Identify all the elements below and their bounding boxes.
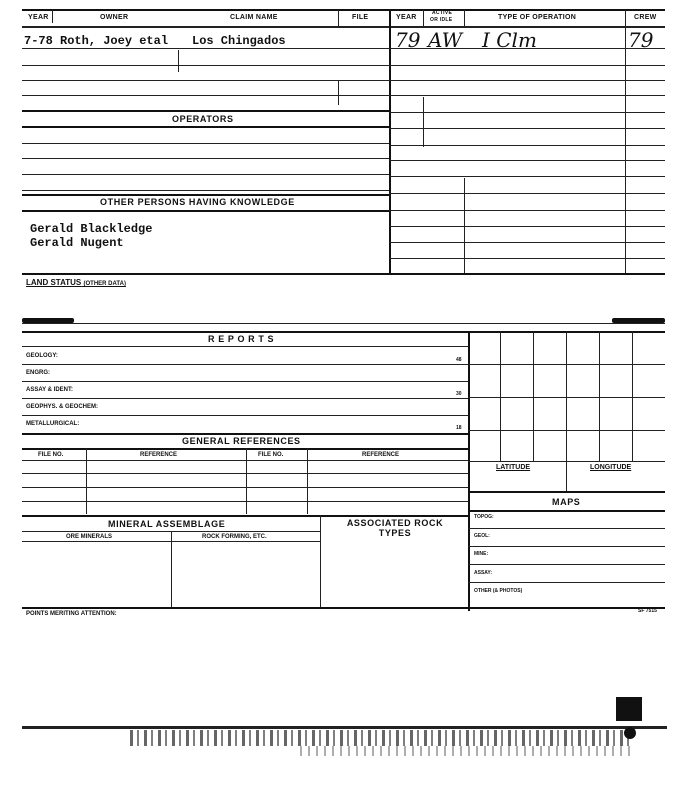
operator-line (22, 174, 389, 175)
map-topog: TOPOG: (474, 514, 494, 520)
report-num-assay: 30 (456, 391, 462, 397)
header-claim-name: CLAIM NAME (230, 14, 278, 21)
reports-top-line (22, 331, 665, 333)
map-line (468, 528, 665, 529)
reports-title: R E P O R T S (208, 334, 275, 344)
person-entry: Gerald Blackledge (30, 222, 153, 236)
operator-line (22, 190, 389, 191)
gen-ref-line (22, 487, 468, 488)
reports-header-line (22, 346, 468, 347)
header-owner: OWNER (100, 14, 129, 21)
associated-rock-types-title: ASSOCIATED ROCK TYPES (346, 518, 444, 538)
gen-ref-reference-1: REFERENCE (140, 452, 178, 458)
grid-line (533, 331, 534, 461)
map-line (468, 546, 665, 547)
entry-divider (423, 97, 424, 147)
scan-artifact-noise (300, 746, 630, 756)
mineral-assemblage-top-line (22, 515, 468, 517)
entry-line (389, 226, 665, 227)
header-file: FILE (352, 14, 369, 21)
entry-line (389, 160, 665, 161)
ore-minerals-label: ORE MINERALS (66, 534, 113, 540)
other-persons-title: OTHER PERSONS HAVING KNOWLEDGE (100, 197, 295, 207)
gen-ref-divider (307, 448, 308, 514)
report-line (22, 364, 468, 365)
entry-line (389, 95, 665, 96)
header-divider (464, 9, 465, 27)
grid-line (468, 430, 665, 431)
entry-line (22, 48, 389, 49)
grid-line (468, 461, 665, 462)
scan-artifact-strip (22, 726, 667, 729)
grid-line (468, 397, 665, 398)
report-label-geology: GEOLOGY: (26, 353, 58, 359)
grid-line (566, 331, 567, 491)
map-other: OTHER (& PHOTOS) (474, 588, 523, 594)
header-type-of-operation: TYPE OF OPERATION (498, 14, 577, 21)
report-label-engrg: ENGRG: (26, 370, 50, 376)
operators-title: OPERATORS (172, 114, 234, 124)
entry-line (389, 65, 665, 66)
maps-top-line (468, 491, 665, 493)
header-or-idle: OR IDLE (430, 17, 453, 23)
top-header-line (22, 9, 665, 11)
entry-line (389, 176, 665, 177)
report-label-geophys: GEOPHYS. & GEOCHEM: (26, 404, 99, 410)
entry-line (22, 80, 389, 81)
land-status-sub: (OTHER DATA) (83, 281, 126, 287)
entry-line (22, 65, 389, 66)
header-active: ACTIVE (432, 10, 453, 16)
rock-forming-label: ROCK FORMING, ETC. (202, 534, 267, 540)
upper-box-bottom (22, 273, 665, 275)
other-persons-bottom-line (22, 210, 389, 212)
latitude-label: LATITUDE (496, 464, 531, 471)
gen-ref-file-no-1: FILE NO. (38, 452, 64, 458)
gen-ref-line (22, 473, 468, 474)
header-divider (338, 9, 339, 27)
maps-header-line (468, 510, 665, 512)
general-references-top-line (22, 433, 468, 435)
map-assay: ASSAY: (474, 570, 493, 576)
map-geol: GEOL: (474, 533, 490, 539)
gen-ref-reference-2: REFERENCE (362, 452, 400, 458)
gen-ref-file-no-2: FILE NO. (258, 452, 284, 458)
entry-line (389, 258, 665, 259)
scan-artifact-dot (624, 727, 636, 739)
map-mine: MINE: (474, 551, 489, 557)
entry-line (389, 80, 665, 81)
active-handwritten: AW (428, 28, 463, 52)
operators-bottom-line (22, 126, 389, 128)
grid-line (500, 331, 501, 461)
entry-line (389, 193, 665, 194)
scan-artifact-block (616, 697, 642, 721)
header-divider (423, 9, 424, 27)
general-references-header-line (22, 448, 468, 450)
person-entry: Gerald Nugent (30, 236, 124, 250)
grid-line (599, 331, 600, 461)
gen-ref-divider (86, 448, 87, 514)
land-status-title (26, 278, 126, 287)
grid-line (632, 331, 633, 461)
report-label-metallurgical: METALLURGICAL: (26, 421, 80, 427)
scan-smudge (22, 318, 74, 323)
scan-smudge (612, 318, 665, 323)
report-label-assay: ASSAY & IDENT: (26, 387, 74, 393)
land-status-label: LAND STATUS (26, 278, 82, 287)
entry-divider (178, 50, 179, 72)
entry-line (389, 242, 665, 243)
mineral-divider (171, 531, 172, 608)
operation-handwritten: I Clm (482, 28, 537, 52)
longitude-label: LONGITUDE (590, 464, 632, 471)
year-handwritten: 79 (395, 28, 421, 52)
entry-divider (338, 80, 339, 105)
entry-line (389, 210, 665, 211)
claim-name-entry: Los Chingados (192, 34, 286, 48)
other-persons-top-line (22, 194, 389, 196)
grid-line (468, 364, 665, 365)
report-line (22, 398, 468, 399)
report-line (22, 381, 468, 382)
report-line (22, 415, 468, 416)
mineral-bottom-line (22, 607, 665, 609)
entry-line (389, 145, 665, 146)
header-underline (22, 26, 665, 28)
general-references-title: GENERAL REFERENCES (182, 436, 301, 446)
mineral-divider (320, 515, 321, 608)
scan-artifact-noise (130, 730, 630, 746)
mineral-assemblage-title: MINERAL ASSEMBLAGE (108, 519, 226, 529)
entry-divider (464, 178, 465, 274)
header-crew: CREW (634, 14, 657, 21)
report-num-metallurgical: 18 (456, 425, 462, 431)
gen-ref-divider (246, 448, 247, 514)
header-divider (52, 9, 53, 23)
crew-handwritten: 79 (628, 28, 654, 52)
header-year-2: YEAR (396, 14, 417, 21)
header-year: YEAR (28, 14, 49, 21)
operator-line (22, 158, 389, 159)
points-meriting-attention-label: POINTS MERITING ATTENTION: (26, 611, 117, 617)
operators-top-line (22, 110, 389, 112)
form-code: SF 7515 (638, 608, 657, 614)
land-status-line (22, 323, 665, 324)
entry-line (22, 95, 389, 96)
entry-line (389, 128, 665, 129)
map-line (468, 564, 665, 565)
report-num-geology: 48 (456, 357, 462, 363)
entry-line (389, 112, 665, 113)
map-line (468, 582, 665, 583)
reports-right-border (468, 331, 470, 611)
gen-ref-line (22, 501, 468, 502)
year-owner-entry: 7-78 Roth, Joey etal (24, 34, 169, 48)
maps-title: MAPS (552, 497, 581, 507)
gen-ref-line (22, 460, 468, 461)
entry-line (389, 48, 665, 49)
operator-line (22, 143, 389, 144)
